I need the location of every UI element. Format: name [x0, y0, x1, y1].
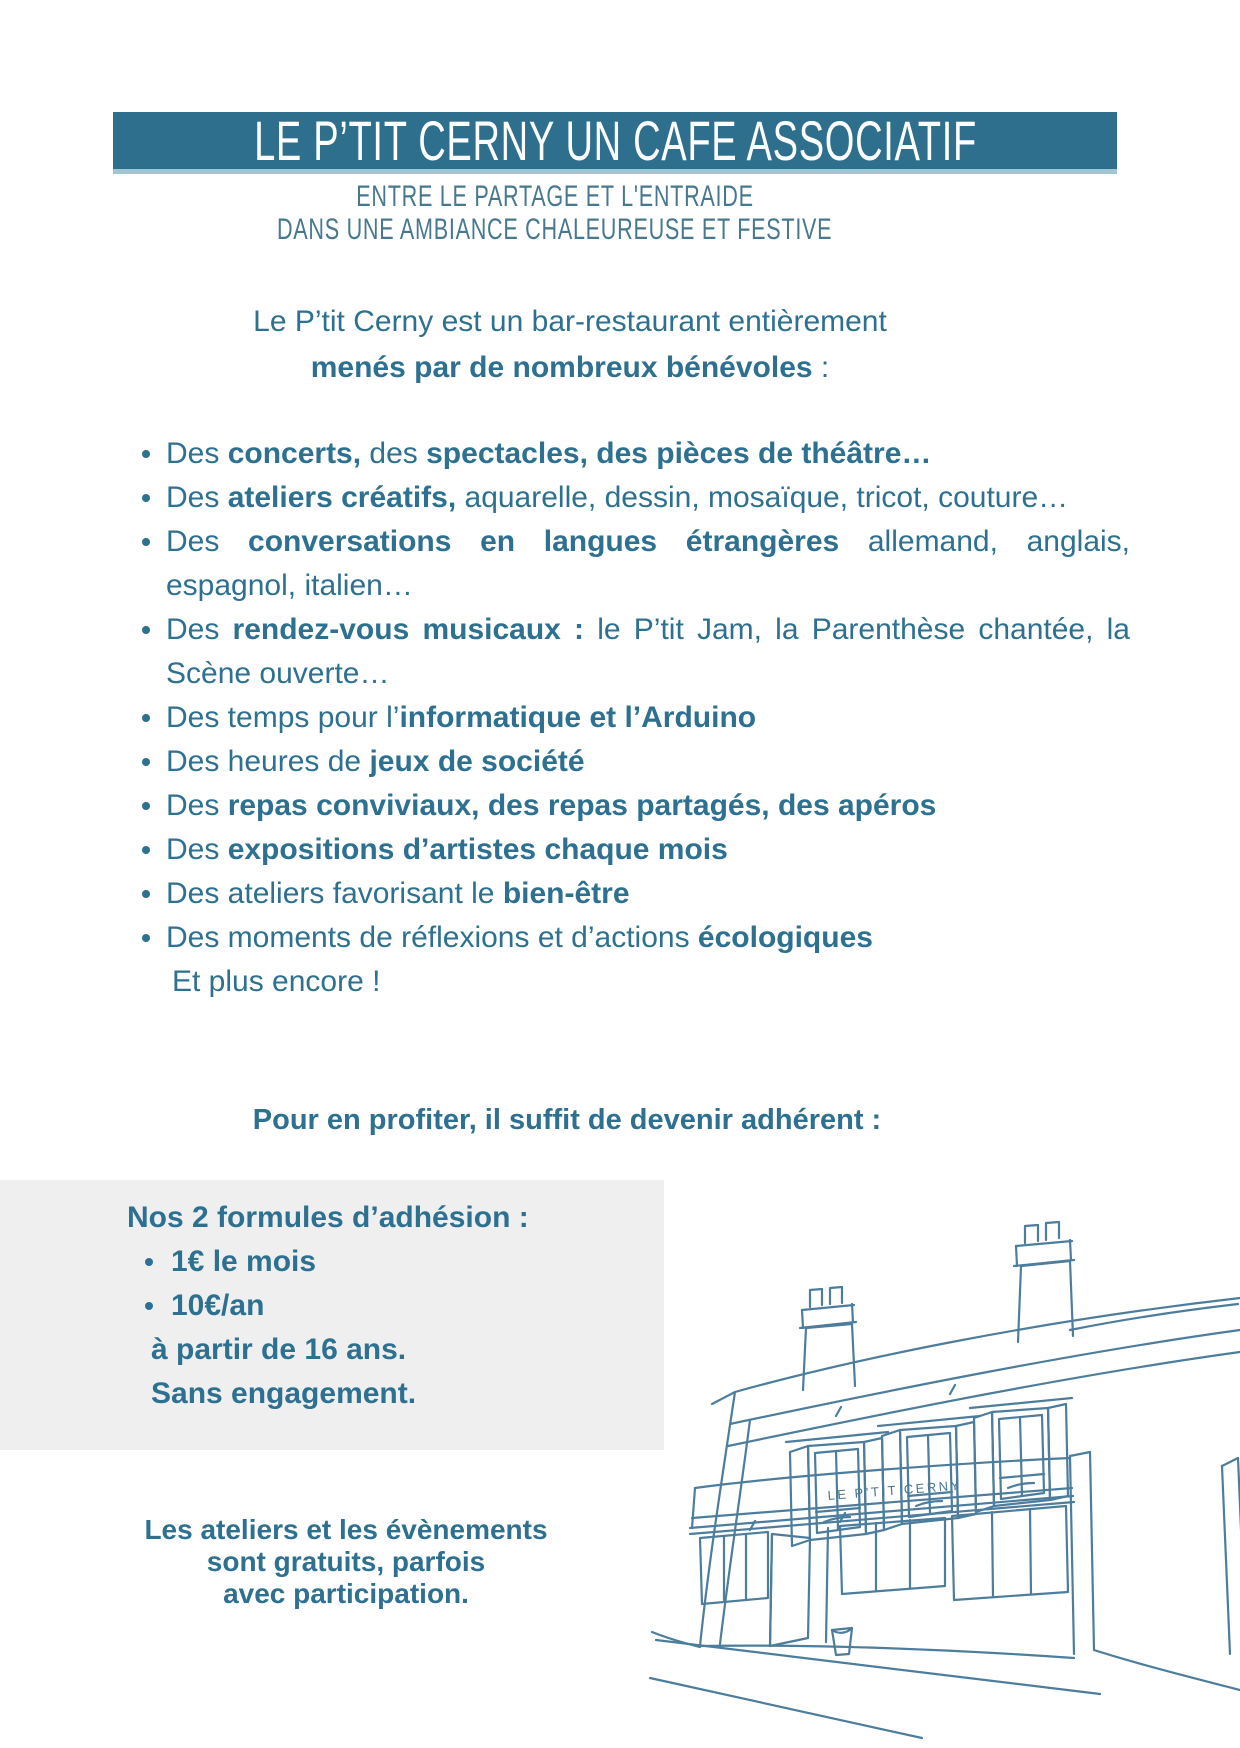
- activities-more-line: [142, 960, 1130, 1004]
- membership-option: [127, 1240, 644, 1284]
- activity-item: [142, 872, 1130, 916]
- storefront-sketch: [600, 1098, 1240, 1748]
- activities-more-text: Et plus encore !: [172, 965, 381, 998]
- bullet-dot: [142, 934, 150, 942]
- activity-text: Des ateliers favorisant le bien-être: [166, 877, 630, 910]
- intro-paragraph: [0, 299, 1140, 391]
- bullet-dot: [142, 890, 150, 898]
- storefront-sign-text: Le P’tit Cerny: [827, 1477, 963, 1503]
- intro-line-2-bold: menés par de nombreux bénévoles: [310, 351, 813, 384]
- intro-line-2: [0, 345, 1140, 391]
- bullet-dot: [142, 626, 150, 634]
- membership-box-heading: Nos 2 formules d’adhésion :: [127, 1201, 529, 1234]
- membership-option-text: 1€ le mois: [171, 1245, 317, 1278]
- bullet-dot: [142, 758, 150, 766]
- activity-item: [142, 608, 1130, 696]
- activity-text: Des moments de réflexions et d’actions écologiques: [166, 921, 873, 954]
- intro-line-1: Le P’tit Cerny est un bar-restaurant entièrement: [253, 305, 887, 338]
- footer-note-line-3: avec participation.: [223, 1578, 469, 1609]
- subtitle: [15, 180, 1095, 246]
- membership-condition-age: à partir de 16 ans.: [151, 1333, 407, 1366]
- bullet-dot: [142, 494, 150, 502]
- bullet-dot: [142, 802, 150, 810]
- bullet-dot: [142, 538, 150, 546]
- subtitle-text-2: DANS UNE AMBIANCE CHALEUREUSE ET FESTIVE: [277, 213, 833, 246]
- bullet-dot: [142, 450, 150, 458]
- membership-cta: Pour en profiter, il suffit de devenir adhérent :: [252, 1104, 882, 1136]
- page-title: LE P’TIT CERNY UN CAFE ASSOCIATIF: [253, 109, 977, 172]
- activity-text: Des heures de jeux de société: [166, 745, 585, 778]
- footer-note-line-2: sont gratuits, parfois: [206, 1546, 486, 1577]
- intro-line-2-colon: :: [812, 351, 830, 384]
- activity-text: Des rendez-vous musicaux : le P’tit Jam, la Parenthèse chantée, la Scène ouverte…: [166, 613, 1130, 690]
- footer-note-line-1: Les ateliers et les évènements: [144, 1514, 548, 1545]
- bullet-dot: [142, 714, 150, 722]
- subtitle-line-1: [15, 180, 1095, 213]
- activity-item: [142, 476, 1130, 520]
- activity-item: [142, 828, 1130, 872]
- bullet-dot: [145, 1302, 153, 1310]
- membership-option: [127, 1284, 644, 1328]
- activity-item: [142, 696, 1130, 740]
- activity-item: [142, 740, 1130, 784]
- activity-text: Des temps pour l’informatique et l’Arduino: [166, 701, 757, 734]
- membership-option-text: 10€/an: [171, 1289, 265, 1322]
- activity-text: Des ateliers créatifs, aquarelle, dessin, mosaïque, tricot, couture…: [166, 481, 1069, 514]
- activity-text: Des expositions d’artistes chaque mois: [166, 833, 728, 866]
- bullet-dot: [145, 1258, 153, 1266]
- activities-list: [142, 432, 1130, 1004]
- membership-condition-engagement: Sans engagement.: [151, 1377, 417, 1410]
- activity-item: [142, 916, 1130, 960]
- activity-text: Des repas conviviaux, des repas partagés, des apéros: [166, 789, 937, 822]
- membership-options-list: [127, 1240, 644, 1328]
- activity-item: [142, 520, 1130, 608]
- activity-item: [142, 432, 1130, 476]
- activity-item: [142, 784, 1130, 828]
- membership-box: [0, 1180, 664, 1450]
- footer-note: [76, 1514, 616, 1610]
- bullet-dot: [142, 846, 150, 854]
- activity-text: Des conversations en langues étrangères allemand, anglais, espagnol, italien…: [166, 525, 1131, 602]
- subtitle-line-2: [15, 213, 1095, 246]
- subtitle-text-1: ENTRE LE PARTAGE ET L'ENTRAIDE: [356, 180, 754, 213]
- activity-text: Des concerts, des spectacles, des pièces de théâtre…: [166, 437, 932, 470]
- title-banner: [113, 109, 1117, 174]
